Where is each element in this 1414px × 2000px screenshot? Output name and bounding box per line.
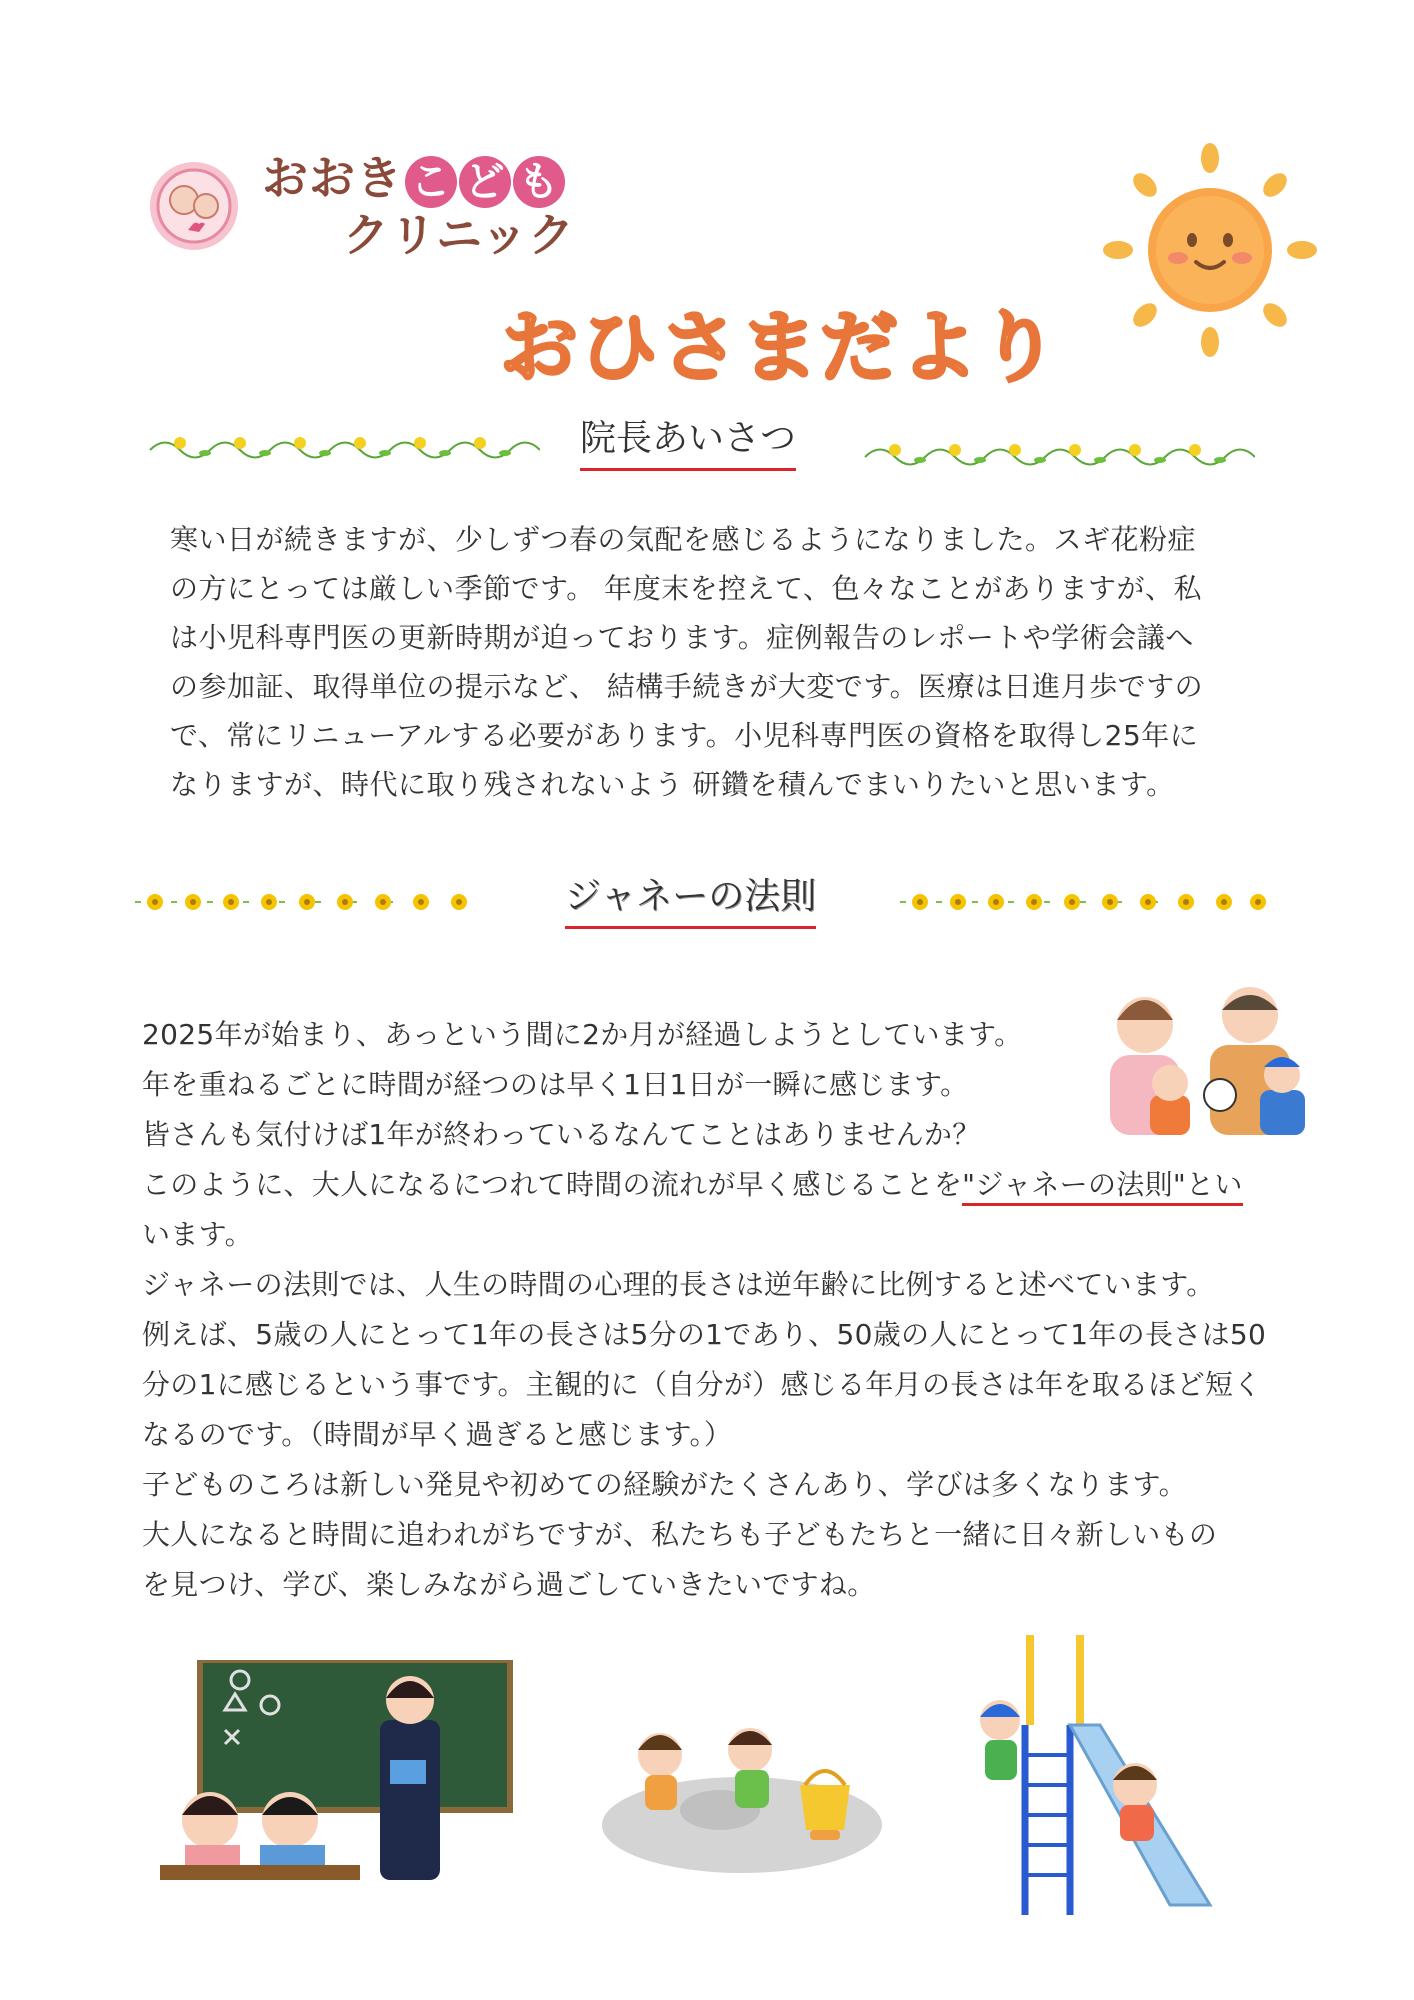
paragraph-line: の方にとっては厳しい季節です。 年度末を控えて、色々なことがありますが、私: [170, 572, 1203, 605]
slide-illustration-icon: [970, 1625, 1220, 1925]
flower-row-icon: [900, 890, 1270, 914]
greeting-paragraph: [170, 515, 1250, 809]
greeting-title-text: 院長あいさつ: [580, 418, 797, 459]
paragraph-line: 例えば、5歳の人にとって1年の長さは5分の1であり、50歳の人にとって1年の長さは50: [142, 1318, 1267, 1351]
newsletter-title: おひさまだより: [500, 303, 1061, 393]
paragraph-line: なるのです。（時間が早く過ぎると感じます。）: [142, 1418, 733, 1451]
paragraph-line: 子どものころは新しい発見や初めての経験がたくさんあり、学びは多くなります。: [142, 1468, 1187, 1501]
clinic-name-bubble: こ: [405, 156, 457, 208]
clinic-name-line1: [262, 151, 565, 208]
janet-law-highlight: "ジャネーの法則"とい: [962, 1168, 1243, 1206]
sandbox-illustration-icon: [600, 1705, 885, 1875]
clinic-logo-icon: [148, 160, 240, 252]
sun-icon: [1100, 140, 1320, 360]
vine-decoration-icon: [145, 425, 540, 465]
paragraph-line: 2025年が始まり、あっという間に2か月が経過しようとしています。: [142, 1018, 1023, 1051]
paragraph-line: 皆さんも気付けば1年が終わっているなんてことはありませんか？: [142, 1118, 981, 1151]
paragraph-line: で、常にリニューアルする必要があります。小児科専門医の資格を取得し25年に: [170, 719, 1199, 752]
paragraph-line: 分の1に感じるという事です。主観的に（自分が）感じる年月の長さは年を取るほど短く: [142, 1368, 1262, 1401]
janet-paragraph: [142, 1010, 1282, 1610]
paragraph-line: は小児科専門医の更新時期が迫っております。症例報告のレポートや学術会議へ: [170, 621, 1194, 654]
greeting-section-title: [580, 410, 796, 461]
clinic-name-bubble: ど: [459, 156, 511, 208]
title-underline: [580, 468, 796, 471]
clinic-name-line2: クリニック: [343, 208, 576, 262]
title-underline: [565, 926, 816, 929]
classroom-illustration-icon: [160, 1660, 520, 1880]
paragraph-line: 年を重ねるごとに時間が経つのは早く1日1日が一瞬に感じます。: [142, 1068, 969, 1101]
paragraph-line: ジャネーの法則では、人生の時間の心理的長さは逆年齢に比例すると述べています。: [142, 1268, 1215, 1301]
vine-decoration-icon: [860, 432, 1255, 472]
clinic-name-prefix: おおき: [262, 151, 403, 205]
paragraph-line: の参加証、取得単位の提示など、 結構手続きが大変です。医療は日進月歩ですの: [170, 670, 1204, 703]
janet-title-text: ジャネーの法則: [565, 876, 817, 917]
paragraph-line: なりますが、時代に取り残されないよう 研鑽を積んでまいりたいと思います。: [170, 768, 1175, 801]
clinic-name-bubble: も: [513, 156, 565, 208]
paragraph-text: このように、大人になるにつれて時間の流れが早く感じることを: [142, 1168, 963, 1201]
paragraph-line: 大人になると時間に追われがちですが、私たちも子どもたちと一緒に日々新しいもの: [142, 1518, 1218, 1551]
paragraph-line: います。: [142, 1218, 253, 1251]
paragraph-line: 寒い日が続きますが、少しずつ春の気配を感じるようになりました。スギ花粉症: [170, 523, 1197, 556]
flower-row-icon: [135, 890, 495, 914]
paragraph-line: [142, 1160, 1282, 1210]
paragraph-line: を見つけ、学び、楽しみながら過ごしていきたいですね。: [142, 1568, 876, 1601]
janet-section-title: [565, 868, 816, 919]
